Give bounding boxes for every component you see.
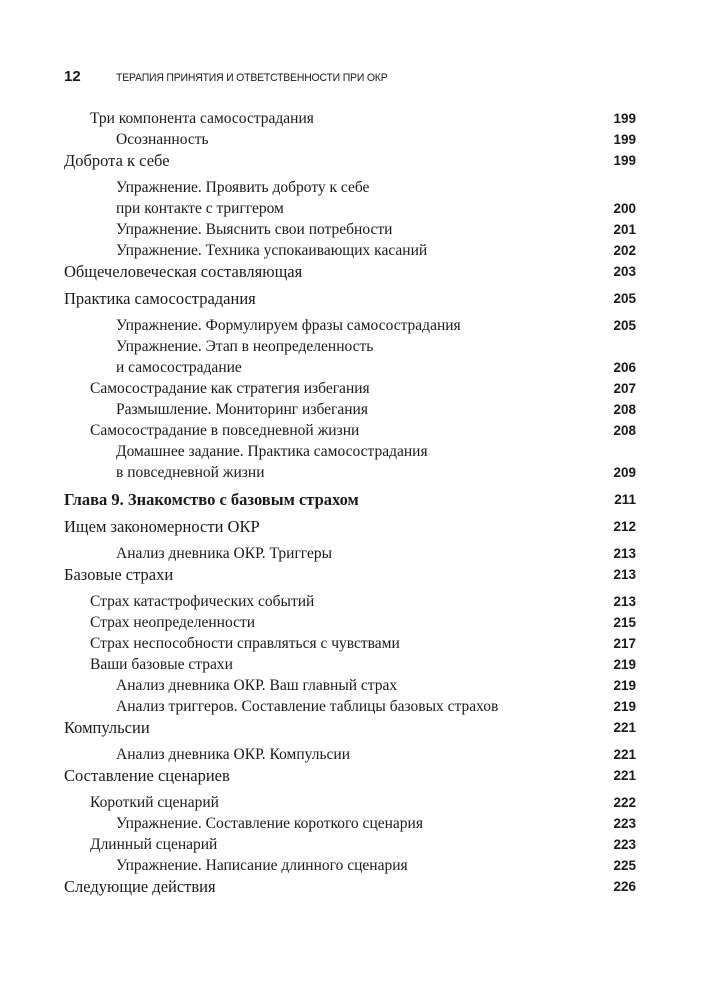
toc-entry[interactable] xyxy=(64,177,636,198)
toc-entry[interactable] xyxy=(64,813,636,834)
toc-entry-title: Анализ дневника ОКР. Триггеры xyxy=(116,545,332,562)
toc-entry-title: Страх неспособности справляться с чувствами xyxy=(90,635,400,652)
toc-entry[interactable] xyxy=(64,696,636,717)
toc-entry-title: при контакте с триггером xyxy=(116,200,284,217)
toc-entry-page: 223 xyxy=(613,837,636,852)
toc-entry-page: 203 xyxy=(613,264,636,279)
toc-entry-title: Доброта к себе xyxy=(64,151,170,170)
running-title: ТЕРАПИЯ ПРИНЯТИЯ И ОТВЕТСТВЕННОСТИ ПРИ ОКР xyxy=(116,72,388,84)
toc-entry-page: 202 xyxy=(613,243,636,258)
toc-entry-page: 208 xyxy=(613,423,636,438)
toc-entry-title: Упражнение. Выяснить свои потребности xyxy=(116,221,393,238)
page-header xyxy=(64,68,636,92)
toc-entry-title: и самосострадание xyxy=(116,359,242,376)
toc-entry[interactable] xyxy=(64,564,636,585)
toc-entry-title: Ищем закономерности ОКР xyxy=(64,517,260,536)
toc-entry-page: 207 xyxy=(613,381,636,396)
toc-entry-page: 199 xyxy=(613,111,636,126)
toc-entry-title: в повседневной жизни xyxy=(116,464,265,481)
toc-entry-title: Упражнение. Написание длинного сценария xyxy=(116,857,408,874)
toc-entry-page: 217 xyxy=(613,636,636,651)
toc-entry-page: 212 xyxy=(613,519,636,534)
toc-entry-page: 211 xyxy=(614,492,636,507)
toc-entry-title: Страх катастрофических событий xyxy=(90,593,315,610)
toc-entry[interactable] xyxy=(64,399,636,420)
toc-entry-title: Следующие действия xyxy=(64,877,216,896)
toc-entry-page: 213 xyxy=(613,594,636,609)
toc-entry-page: 225 xyxy=(613,858,636,873)
toc-entry-page: 221 xyxy=(613,747,636,762)
toc-entry-title: Страх неопределенности xyxy=(90,614,256,631)
toc-entry[interactable] xyxy=(64,462,636,483)
toc-entry[interactable] xyxy=(64,765,636,786)
toc-entry-page: 206 xyxy=(613,360,636,375)
toc-entry-title: Общечеловеческая составляющая xyxy=(64,262,303,281)
toc-entry-title: Ваши базовые страхи xyxy=(90,656,233,673)
toc-entry-page: 205 xyxy=(613,291,636,306)
table-of-contents xyxy=(64,108,636,897)
toc-entry-title: Самосострадание в повседневной жизни xyxy=(90,422,360,439)
toc-entry-page: 222 xyxy=(613,795,636,810)
toc-entry-page: 221 xyxy=(613,768,636,783)
toc-entry-title: Домашнее задание. Практика самосострадания xyxy=(116,443,428,460)
toc-entry-title: Упражнение. Этап в неопределенность xyxy=(116,338,374,355)
toc-entry-title: Анализ триггеров. Составление таблицы базовых страхов xyxy=(116,698,499,715)
toc-entry-title: Самосострадание как стратегия избегания xyxy=(90,380,370,397)
page-number: 12 xyxy=(64,68,81,85)
toc-entry-page: 208 xyxy=(613,402,636,417)
toc-entry-page: 199 xyxy=(613,132,636,147)
toc-entry-title: Короткий сценарий xyxy=(90,794,219,811)
toc-entry[interactable] xyxy=(64,516,636,537)
toc-entry[interactable] xyxy=(64,654,636,675)
toc-entry[interactable] xyxy=(64,336,636,357)
toc-entry[interactable] xyxy=(64,240,636,261)
toc-entry-title: Практика самосострадания xyxy=(64,289,256,308)
toc-entry-page: 199 xyxy=(613,153,636,168)
toc-entry[interactable] xyxy=(64,834,636,855)
toc-entry[interactable] xyxy=(64,543,636,564)
toc-entry[interactable] xyxy=(64,876,636,897)
toc-entry-title: Анализ дневника ОКР. Ваш главный страх xyxy=(116,677,398,694)
toc-entry[interactable] xyxy=(64,357,636,378)
toc-chapter-entry[interactable] xyxy=(64,489,636,510)
toc-entry-page: 215 xyxy=(613,615,636,630)
toc-entry[interactable] xyxy=(64,792,636,813)
toc-entry-page: 219 xyxy=(613,699,636,714)
toc-entry-page: 213 xyxy=(613,567,636,582)
toc-entry-title: Три компонента самосострадания xyxy=(90,110,314,127)
toc-entry[interactable] xyxy=(64,219,636,240)
toc-entry-page: 213 xyxy=(613,546,636,561)
toc-entry-page: 221 xyxy=(613,720,636,735)
toc-entry[interactable] xyxy=(64,612,636,633)
toc-entry-page: 201 xyxy=(613,222,636,237)
toc-entry[interactable] xyxy=(64,441,636,462)
toc-entry[interactable] xyxy=(64,591,636,612)
toc-entry[interactable] xyxy=(64,129,636,150)
toc-entry[interactable] xyxy=(64,261,636,282)
toc-entry-page: 219 xyxy=(613,657,636,672)
toc-entry-title: Длинный сценарий xyxy=(90,836,218,853)
toc-entry[interactable] xyxy=(64,675,636,696)
toc-entry-title: Базовые страхи xyxy=(64,565,174,584)
toc-entry[interactable] xyxy=(64,633,636,654)
toc-entry-title: Упражнение. Формулируем фразы самосострадания xyxy=(116,317,461,334)
toc-entry-title: Упражнение. Составление короткого сценария xyxy=(116,815,423,832)
toc-entry-title: Анализ дневника ОКР. Компульсии xyxy=(116,746,350,763)
toc-entry[interactable] xyxy=(64,717,636,738)
toc-entry[interactable] xyxy=(64,420,636,441)
toc-entry-page: 219 xyxy=(613,678,636,693)
toc-entry[interactable] xyxy=(64,288,636,309)
toc-entry[interactable] xyxy=(64,150,636,171)
toc-entry-title: Размышление. Мониторинг избегания xyxy=(116,401,368,418)
toc-entry-page: 200 xyxy=(613,201,636,216)
toc-entry[interactable] xyxy=(64,378,636,399)
toc-entry-title: Упражнение. Техника успокаивающих касаний xyxy=(116,242,428,259)
toc-entry-title: Компульсии xyxy=(64,718,150,737)
toc-entry-title: Составление сценариев xyxy=(64,766,230,785)
toc-entry-title: Осознанность xyxy=(116,131,209,148)
toc-entry[interactable] xyxy=(64,315,636,336)
toc-entry-title: Глава 9. Знакомство с базовым страхом xyxy=(64,490,359,509)
toc-entry-page: 209 xyxy=(613,465,636,480)
toc-entry[interactable] xyxy=(64,108,636,129)
toc-entry-title: Упражнение. Проявить доброту к себе xyxy=(116,179,370,196)
toc-entry[interactable] xyxy=(64,855,636,876)
toc-entry[interactable] xyxy=(64,744,636,765)
toc-entry[interactable] xyxy=(64,198,636,219)
toc-entry-page: 205 xyxy=(613,318,636,333)
toc-entry-page: 223 xyxy=(613,816,636,831)
toc-entry-page: 226 xyxy=(613,879,636,894)
